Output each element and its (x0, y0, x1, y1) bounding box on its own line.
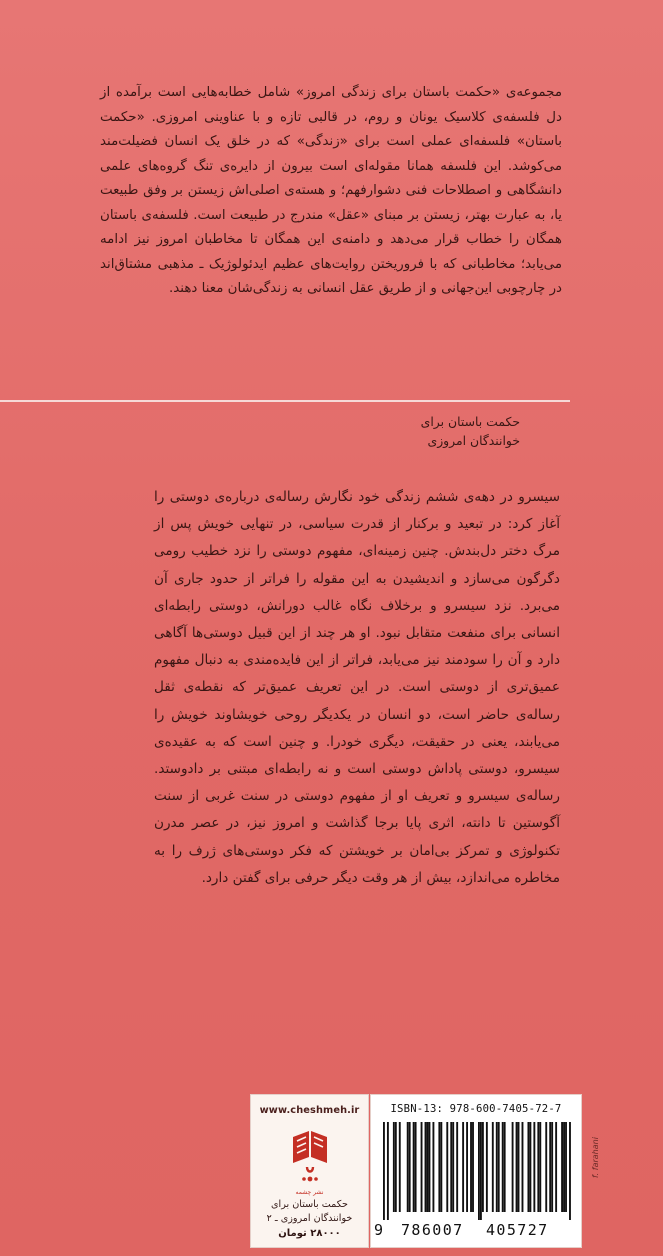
section-divider (0, 400, 570, 402)
series-title-line-2: خوانندگان امروزی (427, 433, 520, 448)
publisher-logo-icon (285, 1127, 335, 1187)
series-title (330, 412, 520, 450)
designer-credit: f. farahani (591, 1137, 600, 1178)
ean-left-group: 786007 (401, 1221, 464, 1239)
price-label: ۲۸۰۰۰ تومان (278, 1228, 341, 1239)
series-title-line-1: حکمت باستان برای (420, 414, 520, 429)
ean-digits (371, 1220, 581, 1242)
book-series-label-line-2: خوانندگان امروزی ـ ۲ (266, 1213, 353, 1224)
publisher-logo-caption: نشر چشمه (295, 1189, 324, 1196)
book-series-label (257, 1198, 362, 1226)
isbn-label: ISBN-13: 978-600-7405-72-7 (390, 1103, 562, 1115)
book-series-label-line-1: حکمت باستان برای (271, 1199, 348, 1210)
ean-right-group: 405727 (486, 1221, 549, 1239)
barcode-box (371, 1095, 581, 1247)
barcode-icon (383, 1122, 573, 1220)
publisher-url[interactable]: www.cheshmeh.ir (259, 1105, 360, 1116)
ean-first-digit: 9 (374, 1221, 384, 1239)
book-blurb: سیسرو در دهه‌ی ششم زندگی خود نگارش رساله‌ی درباره‌ی دوستی را آغاز کرد: در تبعید و برکنار از قدرت سیاسی، در تنهایی خویش پس از مرگ دختر دل‌بندش. چنین زمینه‌ای، مفهوم دوستی را نزد خطیب رومی دگرگون می‌سازد و اندیشیدن به این مقوله را فراتر از حدود جاری آن می‌برد. نزد سیسرو و برخلاف نگاه غالب دورانش، دوستی رابطه‌ای انسانی برای منفعت متقابل نبود. او هر چند از این قبیل دوستی‌ها آگاهی دارد و آن را سودمند نیز می‌یابد، فراتر از این فایده‌مندی به دنبال مفهوم عمیق‌تری از دوستی است. در این تعریف عمیق‌تر که نقطه‌ی ثقل رساله‌ی حاضر است، دو انسان در یکدیگر روحی خویشاوند خویش را می‌یابند، یعنی در حقیقت، دیگری خودرا. و چنین است که به عقیده‌ی سیسرو، دوستی پاداش دوستی است و نه رابطه‌ای مبتنی بر دادوستد. رساله‌ی سیسرو و تعریف او از مفهوم دوستی در سنت غربی از سنت آگوستین تا دانته، اثری پایا برجا گذاشت و امروز نیز، در عصر مدرن تکنولوژی و تمرکز بی‌امان بر خویشتن که فکر دوستی‌های ژرف را به مخاطره می‌اندازد، بیش از هر وقت دیگر حرفی برای گفتن دارد. (154, 489, 560, 886)
series-description: مجموعه‌ی «حکمت باستان برای زندگی امروز» شامل خطابه‌هایی است برآمده از دل فلسفه‌ی کلاسیک یونان و روم، در قالبی تازه و با عناوینی امروزی. «حکمت باستان» فلسفه‌ای عملی است برای «زندگی» که در خلق یک انسان فضیلت‌مند می‌کوشد. این فلسفه همانا مقوله‌ای است بیرون از دایره‌ی تنگ گروه‌های علمی دانشگاهی و اصطلاحات فنی دشوارفهم؛ و هسته‌ی اصلی‌اش زیستن بر وفق طبیعت یا، به عبارت بهتر، زیستن بر مبنای «عقل» مندرج در طبیعت است. فلسفه‌ی باستان همگان را خطاب قرار می‌دهد و دامنه‌ی این همگان تا مخاطبان امروز نیز ادامه می‌یابد؛ مخاطبانی که با فروریختن روایت‌های عظیم ایدئولوژیک ـ مذهبی مشتاق‌اند در چارچوبی این‌جهانی و از طریق عقل انسانی به زندگی‌شان معنا دهند. (100, 85, 562, 296)
publisher-box (251, 1095, 368, 1247)
